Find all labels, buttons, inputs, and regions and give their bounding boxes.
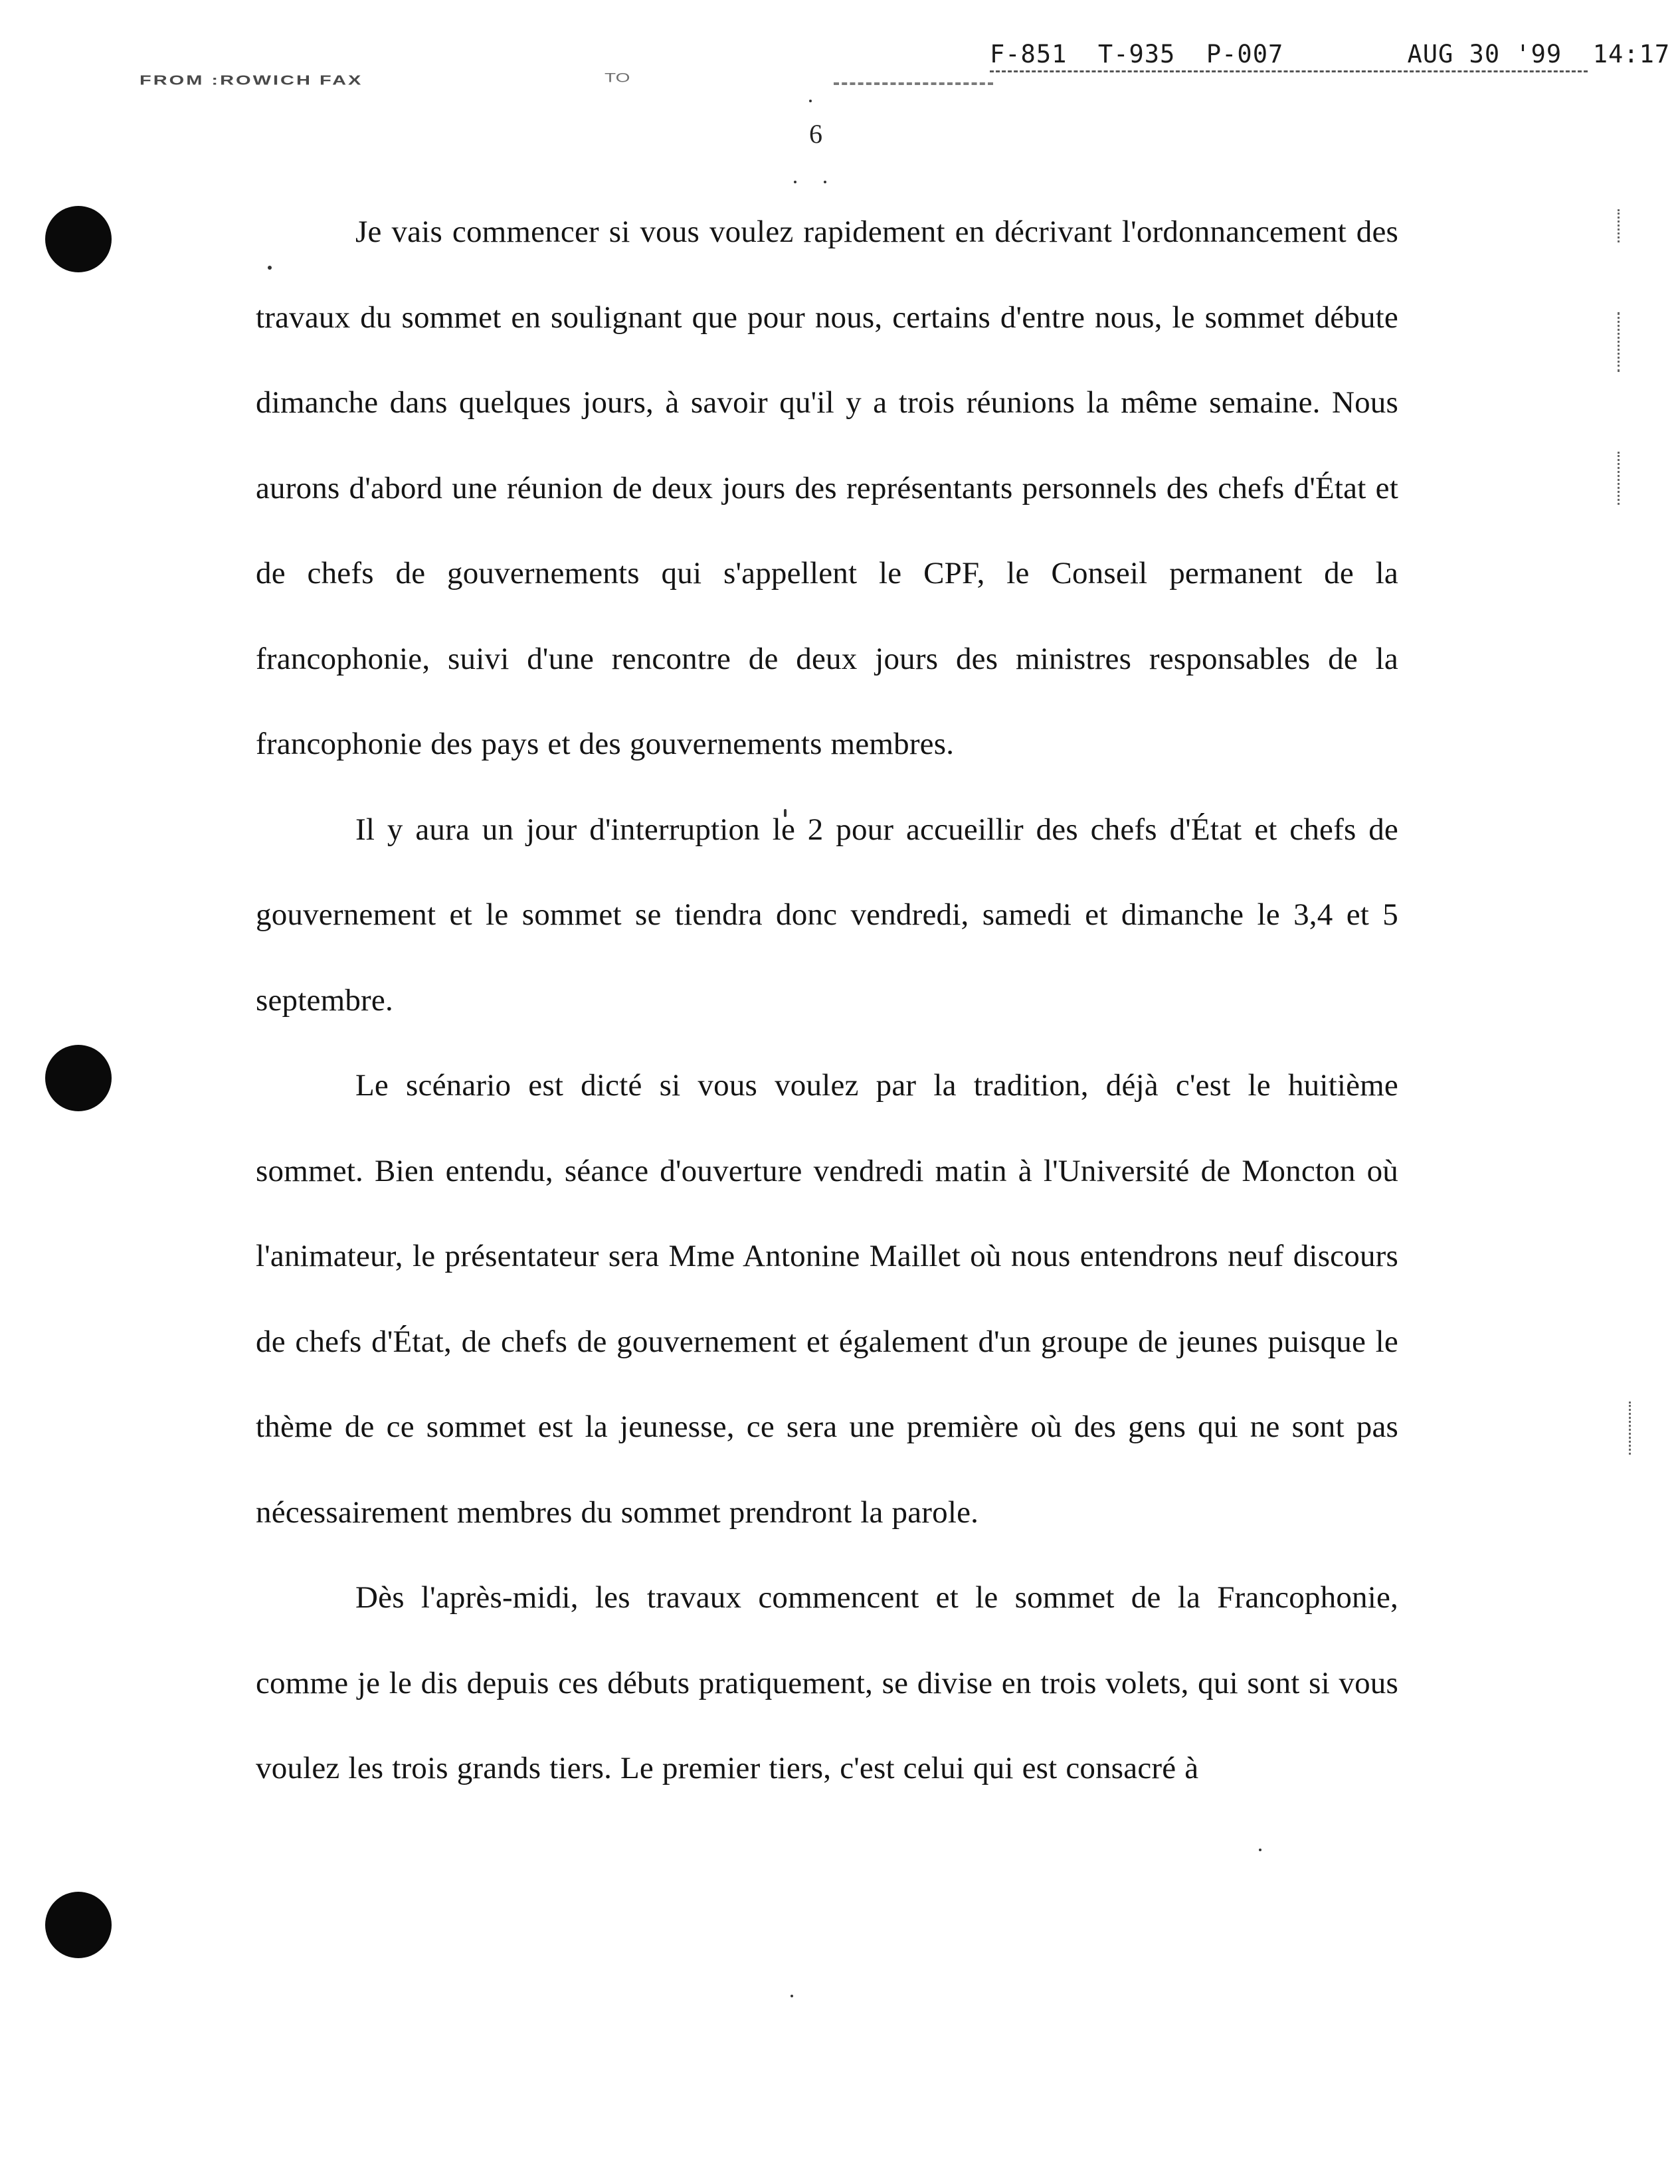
body-paragraph: Dès l'après-midi, les travaux commencent et le sommet de la Francophonie, comme je le dis depuis ces débuts pratiquement, se divise en trois volets, qui sont si vous voulez les trois grands tiers. Le premier tiers, c'est celui qui est consacré à [256,1580,1398,1785]
scan-edge-mark [1618,209,1620,242]
fax-transmission-stamp: F-851 T-935 P-007 AUG 30 '99 14:17 [990,40,1671,68]
page-number: 6 [809,119,822,149]
fax-sender-line: FROM :ROWICH FAX [140,73,363,88]
scan-speck [809,100,812,102]
fax-garbled-number [834,76,993,85]
body-paragraph: Je vais commencer si vous voulez rapidement en décrivant l'ordonnancement des travaux du sommet en soulignant que pour nous, certains d'entre nous, le sommet débute dimanche dans quelques jours, à savoir qu'il y a trois réunions la même semaine. Nous aurons d'abord une réunion de deux jours des représentants personnels des chefs d'État et de chefs de gouvernements qui s'appellent le CPF, le Conseil permanent de la francophonie, suivi d'une rencontre de deux jours des ministres responsables de la francophonie des pays et des gouvernements membres. [256,215,1398,761]
scan-speck [824,181,826,183]
scan-edge-mark [1618,312,1620,372]
fax-recipient-fragment: TO [605,70,630,85]
scan-speck [794,181,796,183]
punch-hole-middle [45,1045,112,1111]
punch-hole-bottom [45,1892,112,1958]
fax-stamp-underline [990,70,1588,72]
scan-speck [791,1995,793,1997]
punch-hole-top [45,206,112,272]
body-paragraph: Il y aura un jour d'interruption le 2 pour accueillir des chefs d'État et chefs de gouvernement et le sommet se tiendra donc vendredi, samedi et dimanche le 3,4 et 5 septembre. [256,812,1398,1018]
fax-transmission-header [0,39,1680,92]
scan-edge-mark [1618,452,1620,505]
scan-edge-mark [1629,1402,1631,1455]
letter-body [256,189,1398,1811]
scan-speck [1259,1849,1261,1851]
body-paragraph: Le scénario est dicté si vous voulez par la tradition, déjà c'est le huitième sommet. Bien entendu, séance d'ouverture vendredi matin à l'Université de Moncton où l'animateur, le présentateur sera Mme Antonine Maillet où nous entendrons neuf discours de chefs d'État, de chefs de gouvernement et également d'un groupe de jeunes puisque le thème de ce sommet est la jeunesse, ce sera une première où des gens qui ne sont pas nécessairement membres du sommet prendront la parole. [256,1068,1398,1530]
